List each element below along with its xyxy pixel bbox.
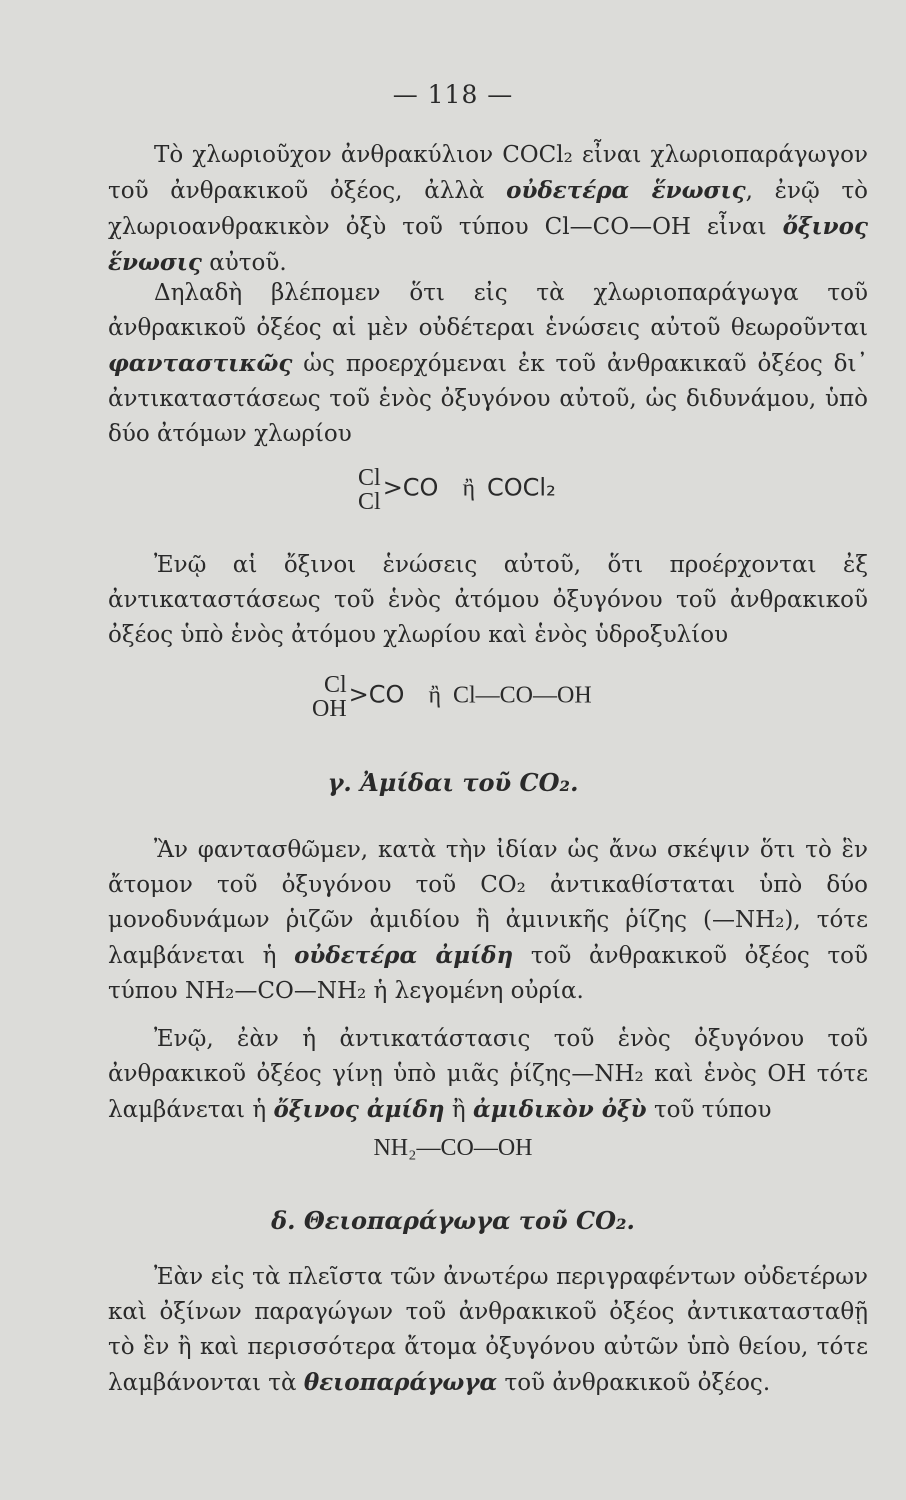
formula-carbamic-acid: NH₂—CO—OH — [373, 1135, 533, 1161]
page-number: — 118 — — [392, 80, 514, 109]
paragraph-text: τοῦ ἀνθρακικοῦ ὀξέος. — [504, 1370, 771, 1396]
formula-substituents — [312, 673, 347, 721]
paragraph-acidic-compounds — [108, 548, 868, 653]
emphasis-text: ὄξινος ἕνωσις — [108, 213, 868, 276]
section-heading-thio-derivatives: δ. Θειοπαράγωγα τοῦ CO₂. — [271, 1206, 635, 1235]
paragraph-text: Τὸ χλωριοῦχον ἀνθρακύλιον COCl₂ εἶναι χλωριοπαράγωγον τοῦ ἀνθρακικοῦ ὀξέος, ἀλλὰ — [108, 142, 868, 204]
paragraph-text: , ἐνῷ τὸ χλωριοανθρακικὸν ὀξὺ τοῦ τύπου Cl—CO—OH εἶναι — [108, 178, 869, 240]
paragraph-phosgene — [108, 138, 868, 281]
paragraph-text: ὡς προερχόμεναι ἐκ τοῦ ἀνθρακικαῦ ὀξέος δι᾿ ἀντικαταστάσεως τοῦ ἑνὸς ὀξυγόνου αὐτοῦ, ὡς διδυνάμου, ὑπὸ δύο ἀτόμων χλωρίου — [108, 351, 868, 447]
substituent-bottom: Cl — [358, 489, 381, 515]
formula-or: ἢ — [428, 682, 441, 709]
formula-alt: Cl—CO—OH — [453, 682, 592, 709]
formula-chlorocarbonic-acid — [312, 673, 592, 721]
formula-or: ἢ — [462, 475, 476, 502]
emphasis-text: οὐδετέρα ἕνωσις — [506, 177, 746, 204]
paragraph-urea — [108, 833, 868, 1009]
formula-core: >CO — [348, 680, 405, 709]
paragraph-carbamic-acid — [108, 1022, 868, 1128]
formula-phosgene — [358, 466, 556, 514]
emphasis-text: ὄξινος ἀμίδη — [273, 1096, 445, 1123]
emphasis-text: οὐδετέρα ἀμίδη — [294, 942, 514, 969]
formula-core: >CO — [382, 473, 439, 502]
paragraph-text: Ἂν φαντασθῶμεν, κατὰ τὴν ἰδίαν ὡς ἄνω σκέψιν ὅτι τὸ ἓν ἄτομον τοῦ ὀξυγόνου τοῦ CO₂ ἀντικαθίσταται ὑπὸ δύο μονοδυνάμων ῥιζῶν ἀμιδίου ἢ ἀμινικῆς ῥίζης (—NH₂), τότε λαμβάνεται ἡ — [108, 837, 868, 969]
formula-substituents — [358, 466, 381, 514]
paragraph-text: Ἐνῷ, ἐὰν ἡ ἀντικατάστασις τοῦ ἑνὸς ὀξυγόνου τοῦ ἀνθρακικοῦ ὀξέος γίνῃ ὑπὸ μιᾶς ῥίζης—NH₂ καὶ ἑνὸς ΟΗ τότε λαμβάνεται ἡ — [108, 1026, 868, 1123]
substituent-top: Cl — [358, 465, 381, 491]
paragraph-thio-derivatives — [108, 1260, 868, 1401]
emphasis-text: φανταστικῶς — [108, 350, 293, 377]
emphasis-text: ἀμιδικὸν ὀξὺ — [473, 1096, 647, 1123]
substituent-top: Cl — [323, 672, 347, 698]
paragraph-text: Δηλαδὴ βλέπομεν ὅτι εἰς τὰ χλωριοπαράγωγα τοῦ ἀνθρακικοῦ ὀξέος αἱ μὲν οὐδέτεραι ἑνώσεις αὐτοῦ θεωροῦνται — [108, 280, 868, 341]
emphasis-text: θειοπαράγωγα — [303, 1369, 498, 1396]
section-heading-amides: γ. Ἀμίδαι τοῦ CO₂. — [327, 768, 579, 797]
paragraph-text: Ἐνῷ αἱ ὄξινοι ἑνώσεις αὐτοῦ, ὅτι προέρχονται ἐξ ἀντικαταστάσεως τοῦ ἑνὸς ἀτόμου ὀξυγόνου τοῦ ἀνθρακικοῦ ὀξέος ὑπὸ ἑνὸς ἀτόμου χλωρίου καὶ ἑνὸς ὑδροξυλίου — [108, 552, 868, 648]
paragraph-text: αὐτοῦ. — [209, 250, 287, 276]
paragraph-text: τοῦ τύπου — [653, 1097, 772, 1123]
substituent-bottom: OH — [312, 696, 347, 722]
paragraph-text: τοῦ ἀνθρακικοῦ ὀξέος τοῦ τύπου NH₂—CO—NH₂ ἡ λεγομένη οὐρία. — [108, 943, 868, 1004]
formula-alt: COCl₂ — [487, 473, 556, 502]
paragraph-text: Ἐὰν εἰς τὰ πλεῖστα τῶν ἀνωτέρω περιγραφέντων οὐδετέρων καὶ ὀξίνων παραγώγων τοῦ ἀνθρακικοῦ ὀξέος ἀντικατασταθῇ τὸ ἓν ἢ καὶ περισσότερα ἄτομα ὀξυγόνου αὐτῶν ὑπὸ θείου, τότε λαμβάνονται τὰ — [108, 1264, 868, 1396]
paragraph-chloro-derivatives — [108, 276, 868, 452]
paragraph-text: ἢ — [451, 1097, 466, 1123]
